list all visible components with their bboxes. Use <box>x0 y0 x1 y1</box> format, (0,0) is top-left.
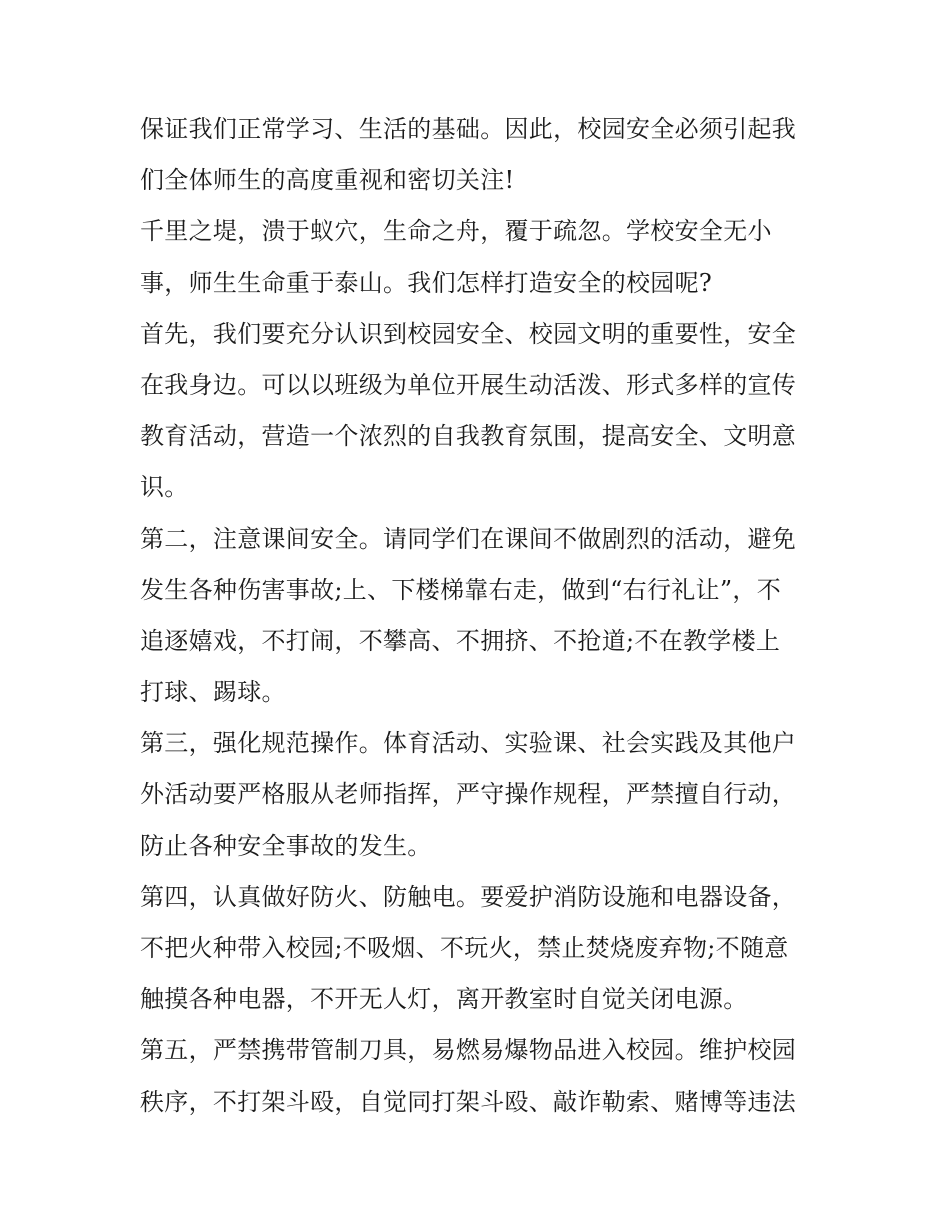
text-line: 外活动要严格服从老师指挥，严守操作规程，严禁擅自行动， <box>140 780 797 809</box>
text-line: 第三，强化规范操作。体育活动、实验课、社会实践及其他户 <box>140 729 797 758</box>
text-line: 第四，认真做好防火、防触电。要爱护消防设施和电器设备， <box>140 882 797 911</box>
text-line: 秩序，不打架斗殴，自觉同打架斗殴、敲诈勒索、赌博等违法 <box>140 1087 797 1116</box>
text-line: 们全体师生的高度重视和密切关注! <box>140 166 515 195</box>
text-line: 千里之堤，溃于蚁穴，生命之舟，覆于疏忽。学校安全无小 <box>140 217 772 246</box>
text-line: 教育活动，营造一个浓烈的自我教育氛围，提高安全、文明意 <box>140 422 797 451</box>
text-line: 防止各种安全事故的发生。 <box>140 831 432 860</box>
text-line: 事，师生生命重于泰山。我们怎样打造安全的校园呢? <box>140 268 713 297</box>
text-line: 发生各种伤害事故;上、下楼梯靠右走，做到“右行礼让”，不 <box>140 575 782 604</box>
text-line: 不把火种带入校园;不吸烟、不玩火，禁止焚烧废弃物;不随意 <box>140 934 789 962</box>
text-line: 第二，注意课间安全。请同学们在课间不做剧烈的活动，避免 <box>140 524 797 553</box>
text-line: 追逐嬉戏，不打闹，不攀高、不拥挤、不抢道;不在教学楼上 <box>140 626 781 655</box>
text-line: 识。 <box>140 473 189 502</box>
text-line: 第五，严禁携带管制刀具，易燃易爆物品进入校园。维护校园 <box>140 1036 797 1065</box>
text-line: 在我身边。可以以班级为单位开展生动活泼、形式多样的宣传 <box>140 370 797 399</box>
text-line: 首先，我们要充分认识到校园安全、校园文明的重要性，安全 <box>140 319 797 348</box>
document-body <box>140 104 820 1128</box>
text-line: 触摸各种电器，不开无人灯，离开教室时自觉关闭电源。 <box>140 985 748 1014</box>
text-line: 保证我们正常学习、生活的基础。因此，校园安全必须引起我 <box>140 115 797 143</box>
text-line: 打球、踢球。 <box>140 678 286 707</box>
